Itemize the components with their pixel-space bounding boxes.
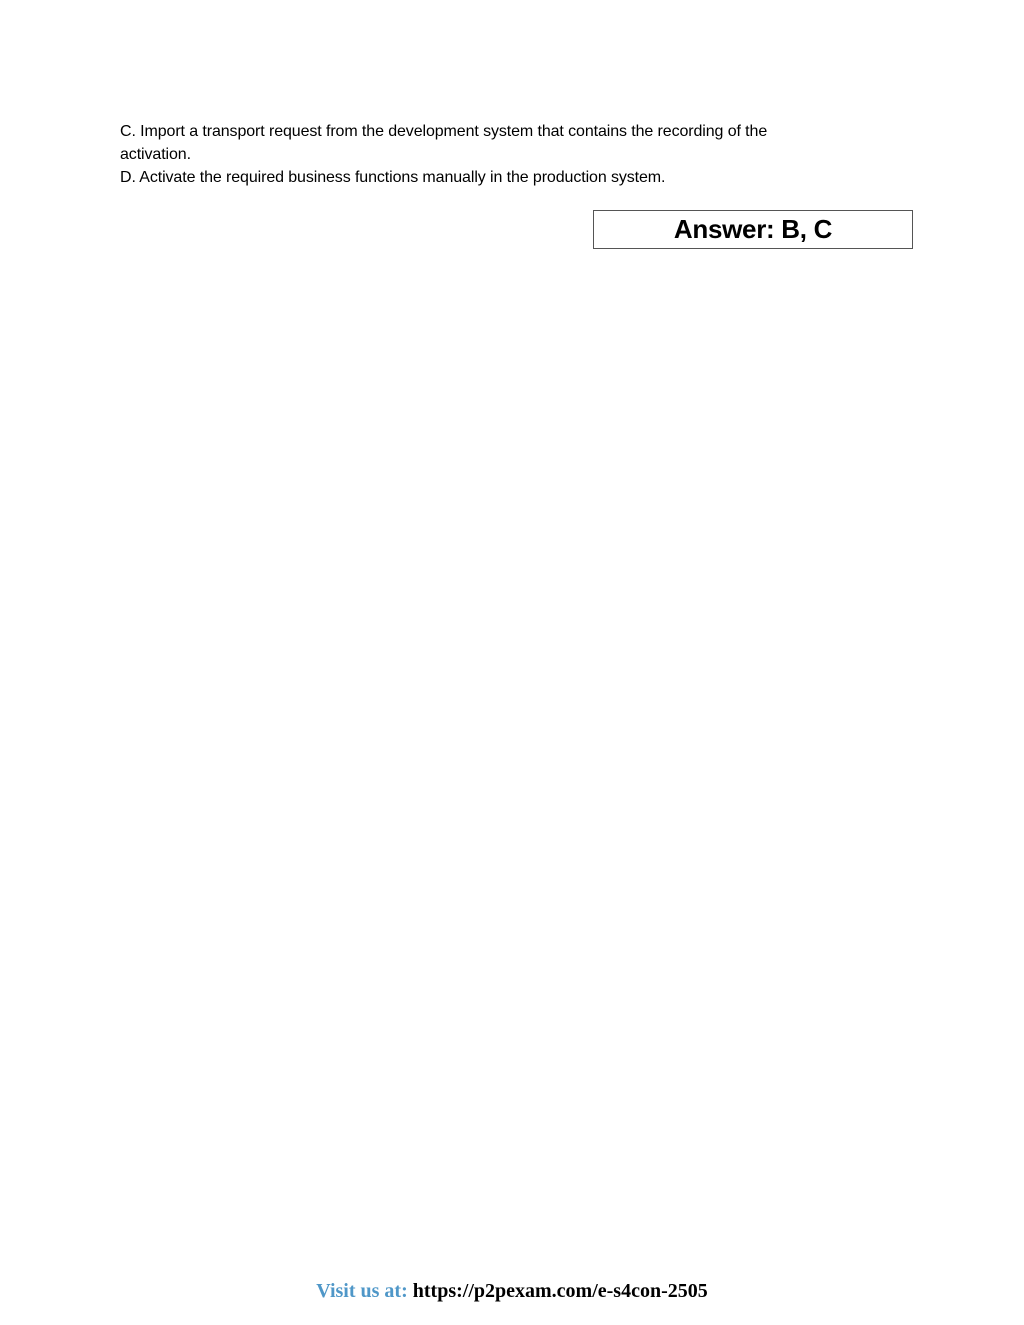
footer-visit-label: Visit us at: xyxy=(316,1280,408,1302)
answer-box xyxy=(593,210,913,249)
answer-options xyxy=(120,120,840,189)
option-d: D. Activate the required business functions manually in the production system. xyxy=(120,169,666,186)
page-footer xyxy=(0,1280,1024,1303)
option-c: C. Import a transport request from the development system that contains the recording of the activation. xyxy=(120,123,768,163)
footer-url-link[interactable]: https://p2pexam.com/e-s4con-2505 xyxy=(412,1280,708,1302)
answer-text: Answer: B, C xyxy=(673,214,833,244)
